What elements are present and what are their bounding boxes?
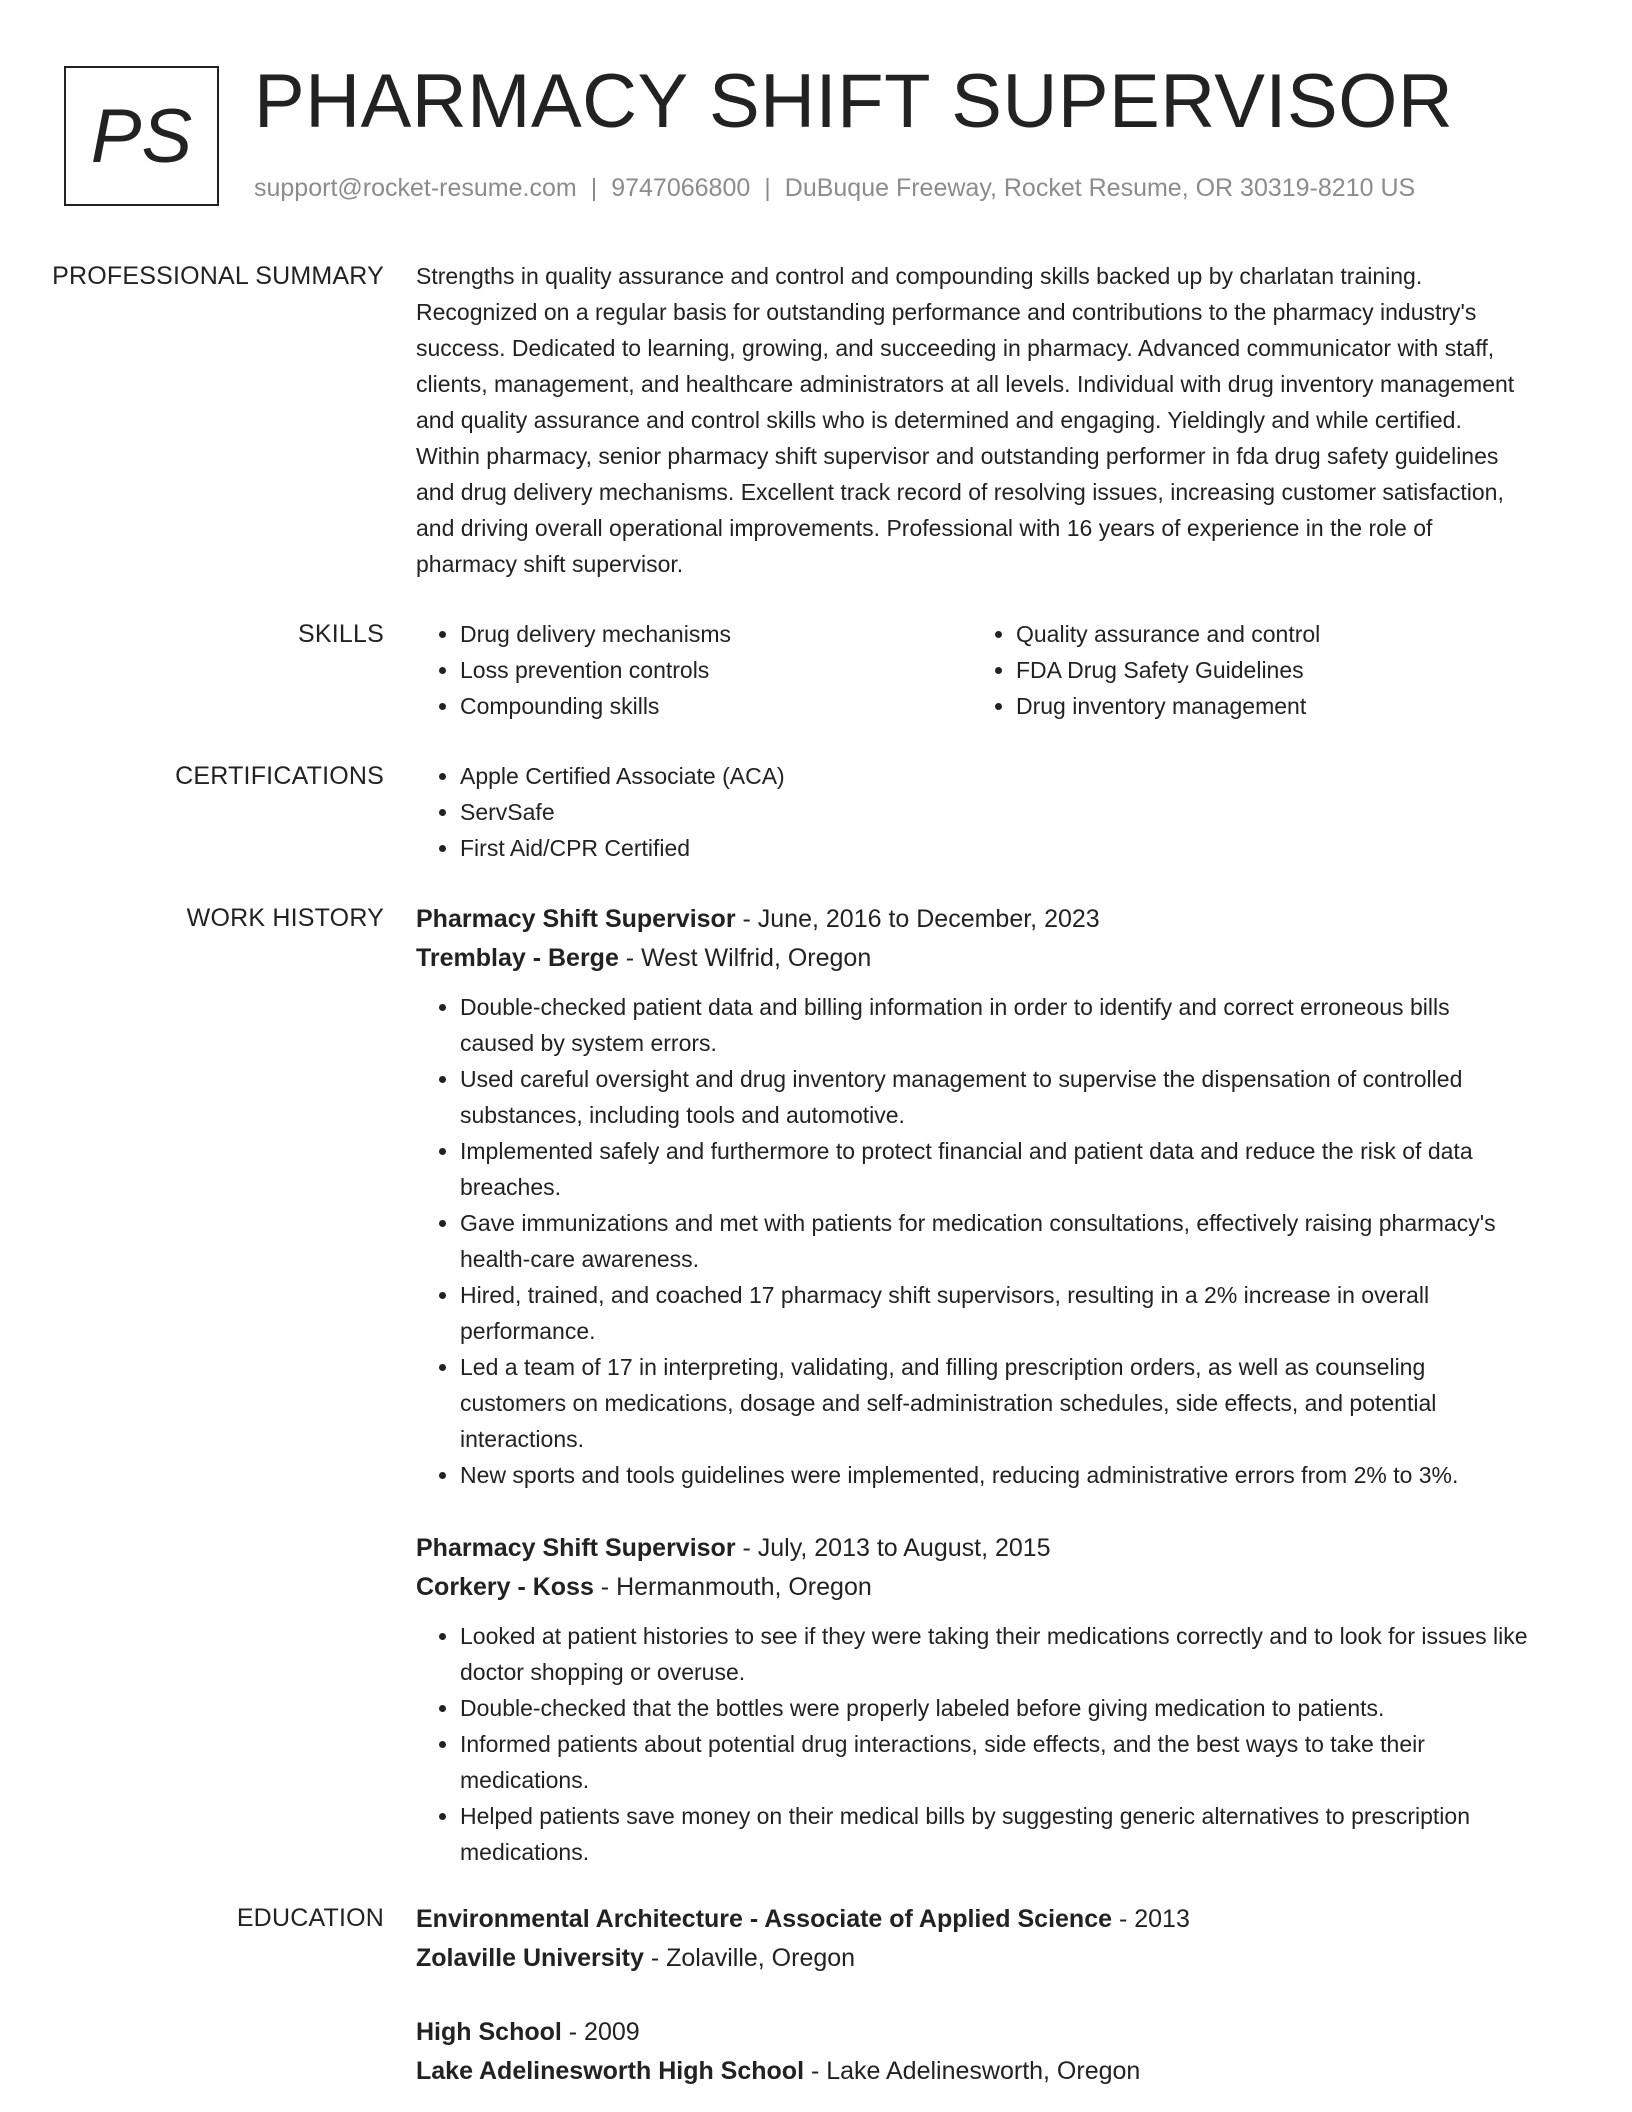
contact-separator: | (764, 174, 771, 202)
work-history-section (0, 900, 1632, 1870)
education-school: Zolaville University (416, 1944, 644, 1972)
skill-item: • FDA Drug Safety Guidelines (1016, 652, 1528, 688)
section-label-certifications: CERTIFICATIONS (175, 762, 384, 790)
job-bullet: • Gave immunizations and met with patients for medication consultations, effectively raising pharmacy's health-care awareness. (460, 1205, 1528, 1277)
job-bullet: • Double-checked that the bottles were properly labeled before giving medication to patients. (460, 1690, 1528, 1726)
education-location: - Lake Adelinesworth, Oregon (804, 2057, 1141, 2085)
job-location: - Hermanmouth, Oregon (593, 1573, 872, 1601)
job-company-line (416, 939, 1528, 977)
job-title: Pharmacy Shift Supervisor (416, 1534, 736, 1562)
job-title-line (416, 1529, 1528, 1568)
job-bullet: • Double-checked patient data and billing information in order to identify and correct erroneous bills caused by system errors. (460, 989, 1528, 1061)
monogram-initials: PS (90, 93, 193, 179)
skill-item: • Quality assurance and control (1016, 616, 1528, 652)
skill-item: • Drug delivery mechanisms (460, 616, 972, 652)
contact-phone[interactable]: 9747066800 (611, 174, 751, 202)
job-company: Corkery - Koss (416, 1573, 594, 1601)
certifications-list (416, 758, 1528, 866)
job-bullet: • Used careful oversight and drug inventory management to supervise the dispensation of controlled substances, including tools and automotive. (460, 1061, 1528, 1133)
skill-item: • Compounding skills (460, 688, 972, 724)
education-year: - 2013 (1112, 1905, 1190, 1933)
job-dates: - June, 2016 to December, 2023 (735, 905, 1100, 933)
job-entry (416, 1529, 1528, 1870)
skills-section (0, 616, 1632, 724)
skills-list-right (972, 616, 1528, 724)
education-school-line (416, 2052, 1528, 2090)
contact-line (254, 174, 1415, 203)
skill-item: • Loss prevention controls (460, 652, 972, 688)
education-location: - Zolaville, Oregon (643, 1944, 856, 1972)
job-bullet: • Led a team of 17 in interpreting, validating, and filling prescription orders, as well as counseling customers on medications, dosage and self-administration schedules, side effects, and potential interactions. (460, 1349, 1528, 1457)
education-school: Lake Adelinesworth High School (416, 2057, 805, 2085)
job-bullet: • Informed patients about potential drug interactions, side effects, and the best ways to take their medications. (460, 1726, 1528, 1798)
job-bullets (416, 1618, 1528, 1870)
section-label-education: EDUCATION (236, 1904, 384, 1932)
resume-title: PHARMACY SHIFT SUPERVISOR (254, 59, 1454, 144)
education-degree-line (416, 1900, 1528, 1939)
summary-text: Strengths in quality assurance and control and compounding skills backed up by charlatan training. Recognized on a regular basis for outstanding performance and contributions to the pharmacy industry's success. Dedicated to learning, growing, and succeeding in pharmacy. Advanced communicator with staff, clients, management, and healthcare administrators at all levels. Individual with drug inventory management and quality assurance and control skills who is determined and engaging. Yieldingly and while certified. Within pharmacy, senior pharmacy shift supervisor and outstanding performer in fda drug safety guidelines and drug delivery mechanisms. Excellent track record of resolving issues, increasing customer satisfaction, and driving overall operational improvements. Professional with 16 years of experience in the role of pharmacy shift supervisor. (416, 263, 1515, 577)
education-school-line (416, 1939, 1528, 1977)
job-company: Tremblay - Berge (416, 944, 619, 972)
certification-item: • ServSafe (460, 794, 1528, 830)
section-label-summary: PROFESSIONAL SUMMARY (52, 262, 384, 290)
certifications-section (0, 758, 1632, 866)
education-degree: Environmental Architecture - Associate of Applied Science (416, 1905, 1113, 1933)
contact-address: DuBuque Freeway, Rocket Resume, OR 30319-8210 US (784, 174, 1416, 202)
job-dates: - July, 2013 to August, 2015 (735, 1534, 1051, 1562)
job-bullets (416, 989, 1528, 1493)
job-bullet: • Implemented safely and furthermore to protect financial and patient data and reduce the risk of data breaches. (460, 1133, 1528, 1205)
resume-body (0, 258, 1632, 2090)
certification-item: • Apple Certified Associate (ACA) (460, 758, 1528, 794)
certification-item: • First Aid/CPR Certified (460, 830, 1528, 866)
job-bullet: • Helped patients save money on their medical bills by suggesting generic alternatives to prescription medications. (460, 1798, 1528, 1870)
job-bullet: • Hired, trained, and coached 17 pharmacy shift supervisors, resulting in a 2% increase in overall performance. (460, 1277, 1528, 1349)
job-location: - West Wilfrid, Oregon (618, 944, 872, 972)
contact-email[interactable]: support@rocket-resume.com (254, 174, 577, 202)
skill-item: • Drug inventory management (1016, 688, 1528, 724)
education-year: - 2009 (561, 2018, 640, 2046)
monogram-box (64, 66, 219, 206)
summary-section (0, 258, 1632, 582)
section-label-work: WORK HISTORY (186, 904, 384, 932)
job-bullet: • New sports and tools guidelines were implemented, reducing administrative errors from 2% to 3%. (460, 1457, 1528, 1493)
skills-list-left (416, 616, 972, 724)
job-bullet: • Looked at patient histories to see if they were taking their medications correctly and to look for issues like doctor shopping or overuse. (460, 1618, 1528, 1690)
contact-separator: | (590, 174, 598, 202)
job-title: Pharmacy Shift Supervisor (416, 905, 736, 933)
education-entry (416, 1900, 1528, 1977)
education-section (0, 1900, 1632, 2090)
job-entry (416, 900, 1528, 1493)
section-label-skills: SKILLS (298, 620, 384, 648)
job-company-line (416, 1568, 1528, 1606)
education-degree: High School (416, 2018, 562, 2046)
education-entry (416, 2013, 1528, 2090)
education-degree-line (416, 2013, 1528, 2052)
job-title-line (416, 900, 1528, 939)
